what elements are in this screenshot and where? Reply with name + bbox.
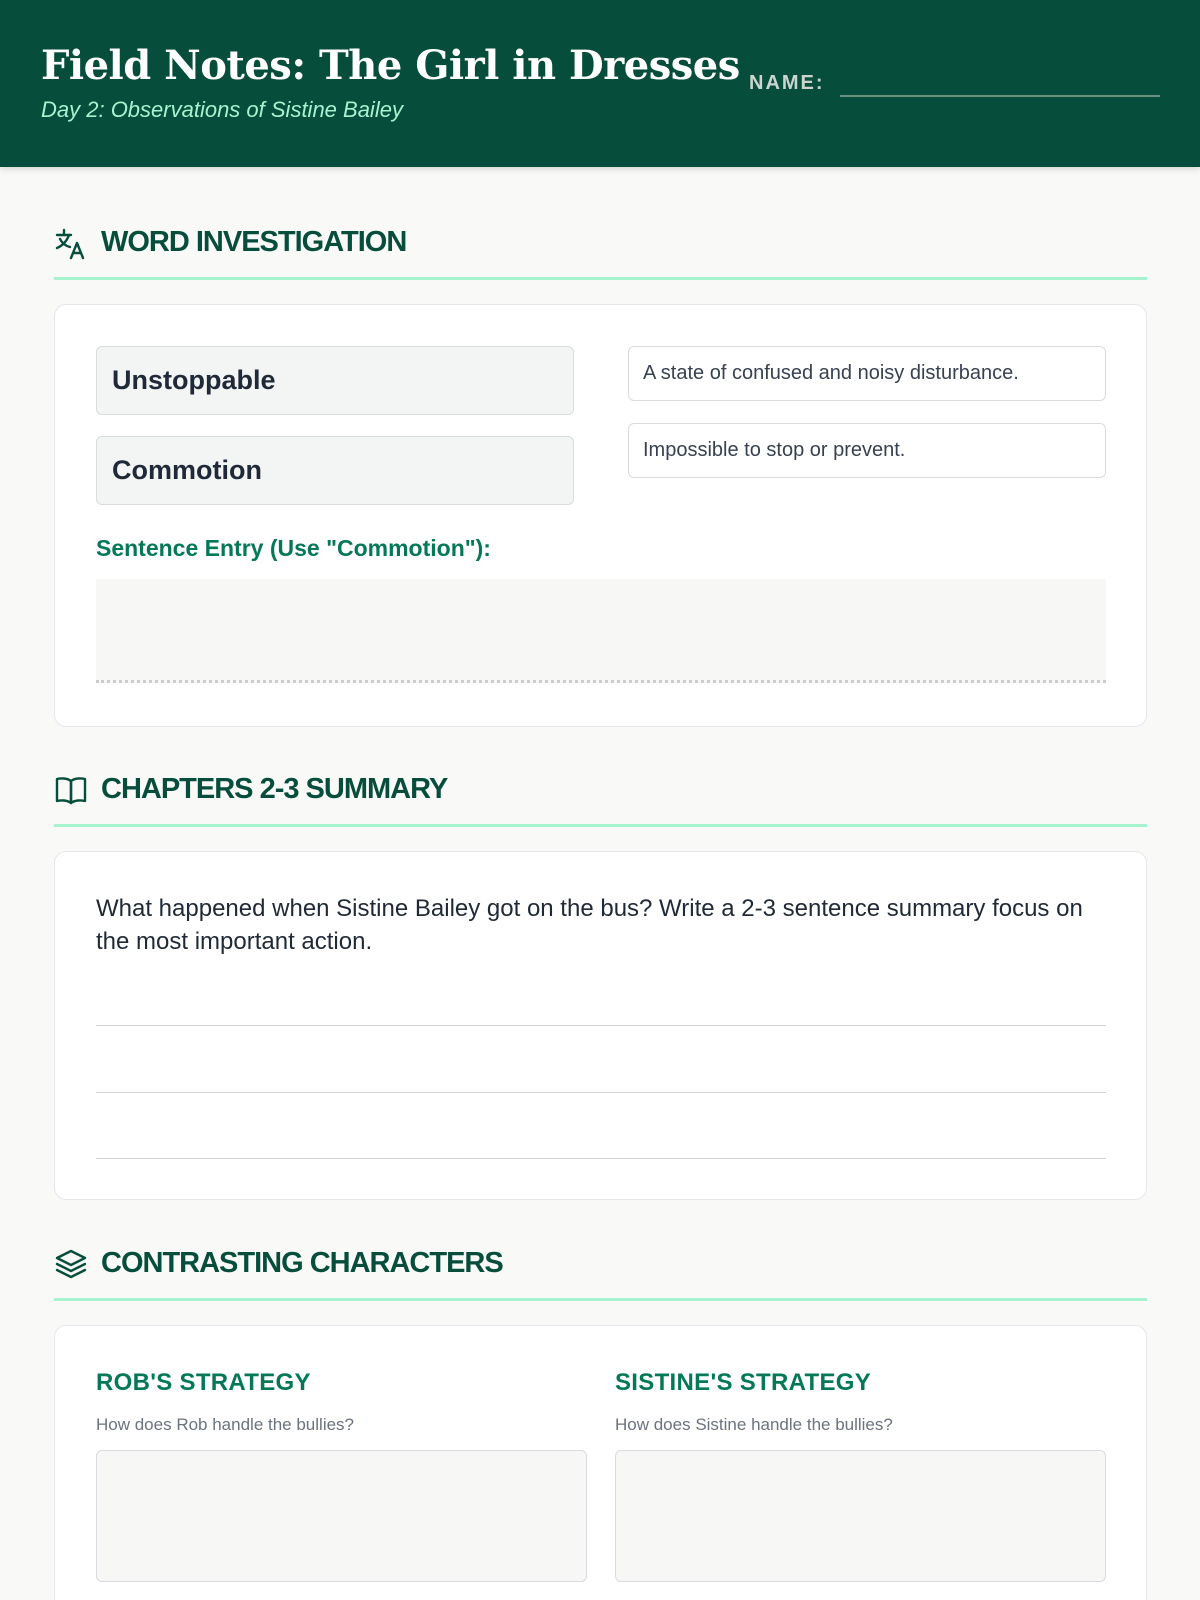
page-title: Field Notes: The Girl in Dresses [41,42,740,89]
section-heading-characters [54,1247,1147,1301]
vocab-word: Commotion [112,455,262,485]
sentence-entry-field[interactable] [96,579,1106,683]
rob-strategy-title: ROB'S STRATEGY [96,1369,311,1396]
sentence-entry-label: Sentence Entry (Use "Commotion"): [96,535,491,561]
vocab-definition: A state of confused and noisy disturbance. [643,362,1019,384]
name-label: NAME: [749,72,825,94]
writing-line[interactable] [96,1092,1106,1093]
section-title: WORD INVESTIGATION [101,226,407,258]
page-subtitle: Day 2: Observations of Sistine Bailey [41,97,403,122]
vocab-word-card[interactable] [96,346,574,415]
vocab-definition-card[interactable] [628,346,1106,401]
sistine-strategy-question: How does Sistine handle the bullies? [615,1415,893,1434]
writing-line[interactable] [96,1025,1106,1026]
vocabulary-card [54,304,1147,727]
section-title: CONTRASTING CHARACTERS [101,1247,503,1279]
book-open-icon [54,773,88,807]
page-header [0,0,1200,167]
characters-card [54,1325,1147,1600]
translate-icon [54,226,88,260]
section-heading-word-investigation [54,226,1147,280]
sistine-strategy-title: SISTINE'S STRATEGY [615,1369,872,1396]
rob-strategy-field[interactable] [96,1450,587,1582]
summary-prompt: What happened when Sistine Bailey got on the bus? Write a 2-3 sentence summary focus on the most important action. [96,895,1083,955]
writing-line[interactable] [96,1158,1106,1159]
layers-icon [54,1247,88,1281]
section-heading-summary [54,773,1147,827]
vocab-definition: Impossible to stop or prevent. [643,439,906,461]
sistine-strategy-field[interactable] [615,1450,1106,1582]
section-title: CHAPTERS 2-3 SUMMARY [101,773,448,805]
vocab-word: Unstoppable [112,365,276,395]
rob-strategy-question: How does Rob handle the bullies? [96,1415,355,1434]
vocab-definition-card[interactable] [628,423,1106,478]
vocab-word-card[interactable] [96,436,574,505]
summary-card [54,851,1147,1200]
name-input-line[interactable] [840,95,1160,97]
